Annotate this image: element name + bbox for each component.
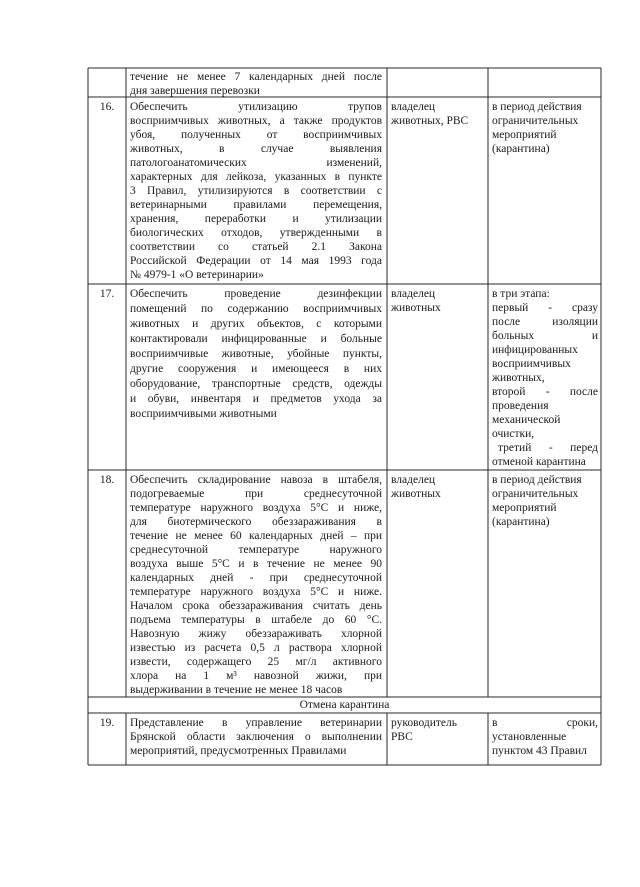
measure-line: Российской Федерации от 14 мая 1993 года [130,255,382,267]
row-17-measure [130,287,382,422]
executor-line: РВС [391,731,413,743]
measure-line: мероприятий, предусмотренных Правилами [130,745,347,757]
term-line: отменой карантина [492,456,586,468]
measure-line: для биотермического обеззараживания в [130,516,382,528]
row-19-term [492,716,598,758]
executor-line: владелец [391,288,436,300]
measure-line: Началом срока обеззараживания считать день [130,600,382,612]
row-16-measure [130,100,382,282]
measure-line: другие сооружения и имеющееся в них [130,363,382,375]
measure-line: восприимчивые животные, убойные пункты, [130,348,382,360]
measure-line: Обеспечить утилизацию трупов [130,101,382,113]
measure-line: температуре наружного воздуха 5°С и ниже, [130,502,382,514]
row-19-measure [130,716,382,758]
row-continuation-measure [130,70,382,98]
term-line: механической [492,414,561,426]
measure-line: дня завершения перевозки [130,85,260,97]
measure-line: и обуви, инвентаря и предметов ухода за [130,393,382,405]
measure-line: восприимчивыми животными [130,408,277,420]
term-line: животных, [492,372,545,384]
measure-line: воздуха выше 5°С и в течение не менее 90 [130,558,382,570]
measure-line: среднесуточной температуре наружного [130,544,382,556]
measure-line: подогреваемые при среднесуточной [130,488,382,500]
measure-line: ветеринарными правилами перемещения, [130,199,382,211]
term-line: (карантина) [492,516,550,528]
term-line: первый - сразу [492,302,598,314]
term-line: проведения [492,400,549,412]
row-18-measure [130,473,382,697]
term-line: после изоляции [492,316,598,328]
executor-line: животных [391,488,441,500]
measure-line: восприимчивых животных, а также продуктов [130,115,382,127]
row-number: 18. [99,474,115,486]
term-line: в три этапа: [492,288,550,300]
term-line: ограничительных [492,488,579,500]
measure-line: выдерживании в течение не менее 18 часов [130,684,343,696]
term-line: пунктом 43 Правил [492,745,587,757]
row-16-term [492,100,598,156]
term-line: в период действия [492,101,582,113]
measure-line: течение не менее 7 календарных дней после [130,71,382,83]
executor-line: владелец [391,101,436,113]
measure-line: убоя, полученных от восприимчивых [130,129,382,141]
measure-line: извести, содержащего 25 мг/л активного [130,656,382,668]
section-header: Отмена карантина [299,699,390,711]
row-number: 16. [99,101,115,113]
measure-line: № 4979-1 «О ветеринарии» [130,269,264,281]
measure-line: патологоанатомических изменений, [130,157,382,169]
measure-line: течение не менее 60 календарных дней – при [130,530,382,542]
measure-line: 3 Правил, утилизируются в соответствии с [130,185,382,197]
measure-line: соответствии со статьей 2.1 Закона [130,241,382,253]
measure-line: Обеспечить проведение дезинфекции [130,288,382,300]
measure-line: календарных дней - при среднесуточной [130,572,382,584]
measure-line: Представление в управление ветеринарии [130,717,382,729]
term-line: второй - после [492,386,598,398]
measure-line: животных, в случае выявления [130,143,382,155]
measure-line: оборудование, транспортные средств, одежды [130,378,382,390]
measure-line: характерных для лейкоза, указанных в пункте [130,171,382,183]
term-line: мероприятий [492,502,557,514]
row-number: 19. [99,717,115,729]
measure-line: подъема температуры в штабеле до 60 °С. [130,614,382,626]
measure-line: известью из расчета 0,5 л раствора хлорной [130,642,382,654]
row-19-executor [391,716,485,744]
row-17-term [492,287,598,469]
measure-line: Брянской области заключения о выполнении [130,731,382,743]
row-18-executor [391,473,485,501]
term-line: в период действия [492,474,582,486]
row-18-term [492,473,598,529]
term-line: ограничительных [492,115,579,127]
term-line: больных и [492,330,598,342]
term-line: третий - перед [498,442,598,454]
executor-line: животных [391,302,441,314]
measure-line: Обеспечить складирование навоза в штабеля, [130,474,382,486]
row-17-executor [391,287,485,315]
row-number: 17. [99,288,115,300]
executor-line: владелец [391,474,436,486]
term-line: в сроки, [492,717,598,729]
measure-line: хлора на 1 м³ навозной жижи, при [130,670,382,682]
term-line: установленные [492,731,567,743]
executor-line: руководитель [391,717,457,729]
term-line: очистки, [492,428,535,440]
measure-line: помещений по содержанию восприимчивых [130,303,382,315]
measure-line: биологических отходов, утвержденными в [130,227,382,239]
measure-line: температуре наружного воздуха 5°С и ниже. [130,586,382,598]
term-line: (карантина) [492,143,550,155]
measure-line: контактировали инфицированные и больные [130,333,382,345]
term-line: инфицированных [492,344,578,356]
measure-line: хранения, переработки и утилизации [130,213,382,225]
row-16-executor [391,100,485,128]
executor-line: животных, РВС [391,115,469,127]
measure-line: животных и других объектов, с которыми [130,318,382,330]
term-line: мероприятий [492,129,557,141]
measure-line: Навозную жижу обеззараживать хлорной [130,628,382,640]
term-line: восприимчивых [492,358,571,370]
